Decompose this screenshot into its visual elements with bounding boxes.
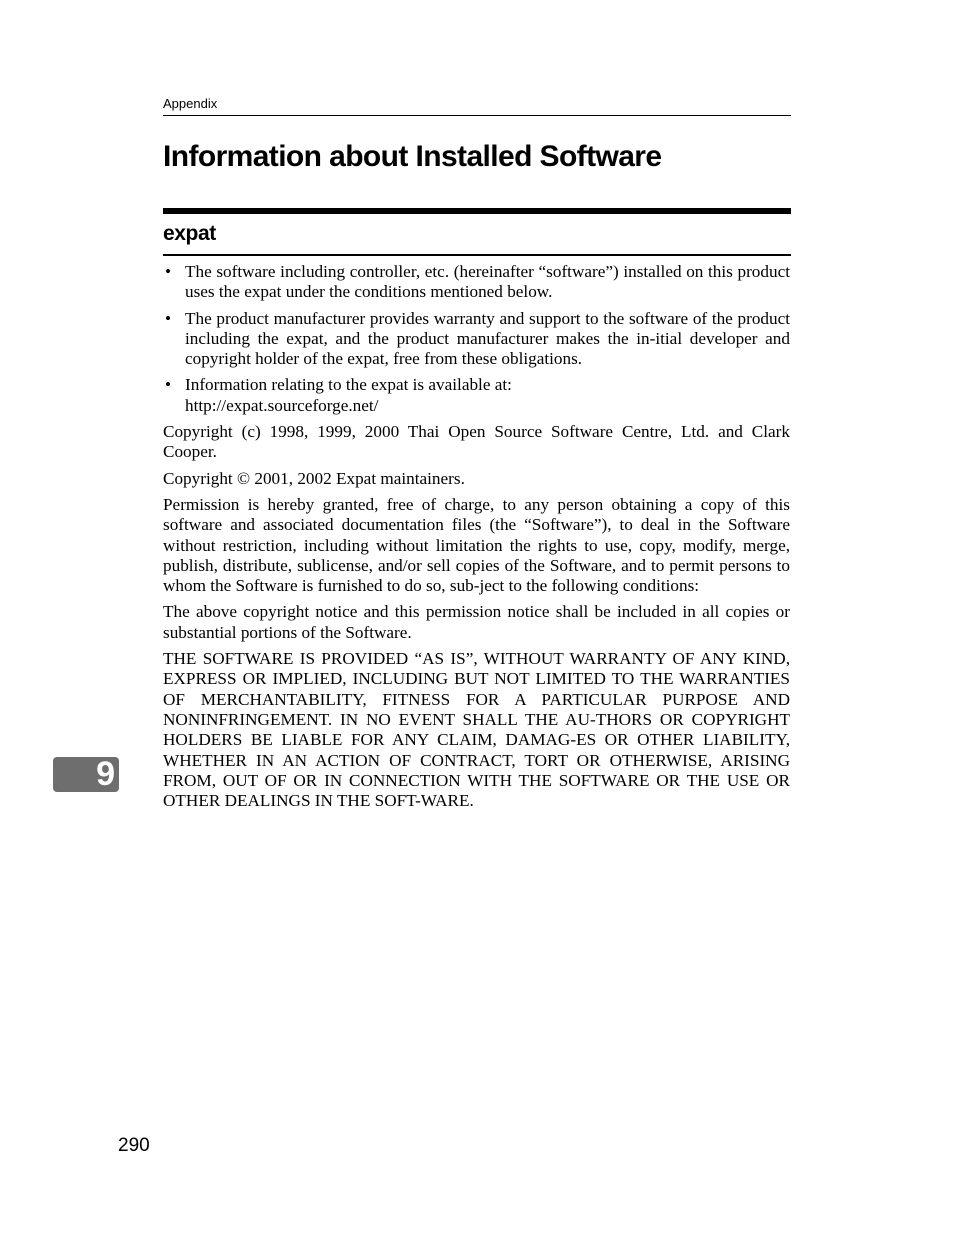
bullet-item bbox=[163, 375, 790, 416]
section-heading: expat bbox=[163, 222, 216, 245]
page-title: Information about Installed Software bbox=[163, 140, 662, 173]
bullet-dot-icon: • bbox=[165, 262, 172, 281]
section-divider-thick bbox=[163, 208, 791, 214]
header-rule bbox=[163, 115, 791, 116]
section-divider-thin bbox=[163, 254, 791, 256]
bullet-dot-icon: • bbox=[165, 375, 172, 395]
bullet-list bbox=[163, 262, 790, 416]
disclaimer-paragraph: THE SOFTWARE IS PROVIDED “AS IS”, WITHOUT WARRANTY OF ANY KIND, EXPRESS OR IMPLIED, INCLUDING BUT NOT LIMITED TO THE WARRANTIES OF MERCHANTABILITY, FITNESS FOR A PARTICULAR PURPOSE AND NONINFRINGEMENT. IN NO EVENT SHALL THE AU-THORS OR COPYRIGHT HOLDERS BE LIABLE FOR ANY CLAIM, DAMAG-ES OR OTHER LIABILITY, WHETHER IN AN ACTION OF CONTRACT, TORT OR OTHERWISE, ARISING FROM, OUT OF OR IN CONNECTION WITH THE SOFTWARE OR THE USE OR OTHER DEALINGS IN THE SOFT-WARE. bbox=[163, 649, 790, 811]
bullet-dot-icon: • bbox=[165, 308, 172, 328]
chapter-number: 9 bbox=[96, 755, 115, 793]
notice-paragraph: The above copyright notice and this permission notice shall be included in all copies or substantial portions of the Software. bbox=[163, 602, 790, 642]
copyright-maintainers-paragraph: Copyright © 2001, 2002 Expat maintainers. bbox=[163, 468, 465, 488]
copyright-paragraph: Copyright (c) 1998, 1999, 2000 Thai Open Source Software Centre, Ltd. and Clark Cooper. bbox=[163, 422, 790, 462]
permission-paragraph: Permission is hereby granted, free of charge, to any person obtaining a copy of this software and associated documentation files (the “Software”), to deal in the Software without restriction, including without limitation the rights to use, copy, modify, merge, publish, distribute, sublicense, and/or sell copies of the Software, and to permit persons to whom the Software is furnished to do so, sub-ject to the following conditions: bbox=[163, 494, 790, 596]
expat-url-link[interactable]: http://expat.sourceforge.net/ bbox=[185, 395, 379, 415]
bullet-item bbox=[163, 309, 790, 370]
bullet-text: The software including controller, etc. (hereinafter “software”) installed on this product uses the expat under the conditions mentioned below. bbox=[185, 262, 790, 302]
bullet-text: Information relating to the expat is available at: bbox=[185, 375, 512, 395]
header-section-label: Appendix bbox=[163, 96, 218, 111]
bullet-text: The product manufacturer provides warranty and support to the software of the product including the expat, and the product manufacturer makes the in-itial developer and copyright holder of the expat, free from these obligations. bbox=[185, 308, 790, 369]
page-number: 290 bbox=[118, 1135, 150, 1156]
chapter-tab bbox=[53, 757, 119, 792]
bullet-item bbox=[163, 262, 790, 303]
section-content bbox=[163, 262, 790, 817]
